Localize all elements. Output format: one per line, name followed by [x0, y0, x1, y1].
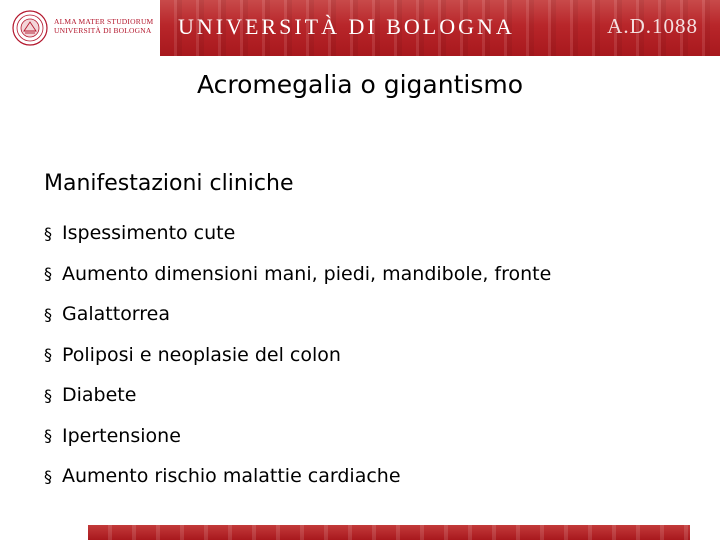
bullet-item — [44, 294, 551, 335]
header — [0, 0, 720, 56]
header-banner — [160, 0, 720, 56]
banner-title: UNIVERSITÀ DI BOLOGNA — [178, 14, 515, 39]
bullet-item — [44, 456, 551, 497]
bullet-text: Ipertensione — [62, 424, 181, 447]
bullet-marker-icon: § — [44, 345, 52, 365]
bullet-list — [44, 213, 551, 497]
slide-title: Acromegalia o gigantismo — [196, 70, 524, 99]
bullet-text: Aumento rischio malattie cardiache — [62, 465, 401, 488]
banner-year: A.D.1088 — [607, 14, 698, 38]
bullet-item — [44, 375, 551, 416]
bullet-text: Diabete — [62, 384, 137, 407]
logo-line-2: UNIVERSITÀ DI BOLOGNA — [54, 26, 152, 35]
bullet-text: Poliposi e neoplasie del colon — [62, 343, 341, 366]
bullet-marker-icon: § — [44, 223, 52, 243]
bullet-marker-icon: § — [44, 304, 52, 324]
bullet-text: Galattorrea — [62, 303, 171, 326]
bullet-marker-icon: § — [44, 264, 52, 284]
university-seal-icon — [12, 10, 48, 46]
bullet-marker-icon: § — [44, 426, 52, 446]
logo-line-1: ALMA MATER STUDIORUM — [54, 17, 154, 26]
bullet-item — [44, 416, 551, 457]
footer-bar — [88, 525, 690, 540]
bullet-marker-icon: § — [44, 466, 52, 486]
section-heading: Manifestazioni cliniche — [44, 171, 294, 196]
bullet-text: Aumento dimensioni mani, piedi, mandibole, fronte — [62, 262, 552, 285]
university-logo — [0, 0, 160, 56]
bullet-text: Ispessimento cute — [62, 222, 236, 245]
logo-text — [54, 17, 158, 35]
bullet-marker-icon: § — [44, 385, 52, 405]
bullet-item — [44, 213, 551, 254]
bullet-item — [44, 335, 551, 376]
bullet-item — [44, 254, 551, 295]
